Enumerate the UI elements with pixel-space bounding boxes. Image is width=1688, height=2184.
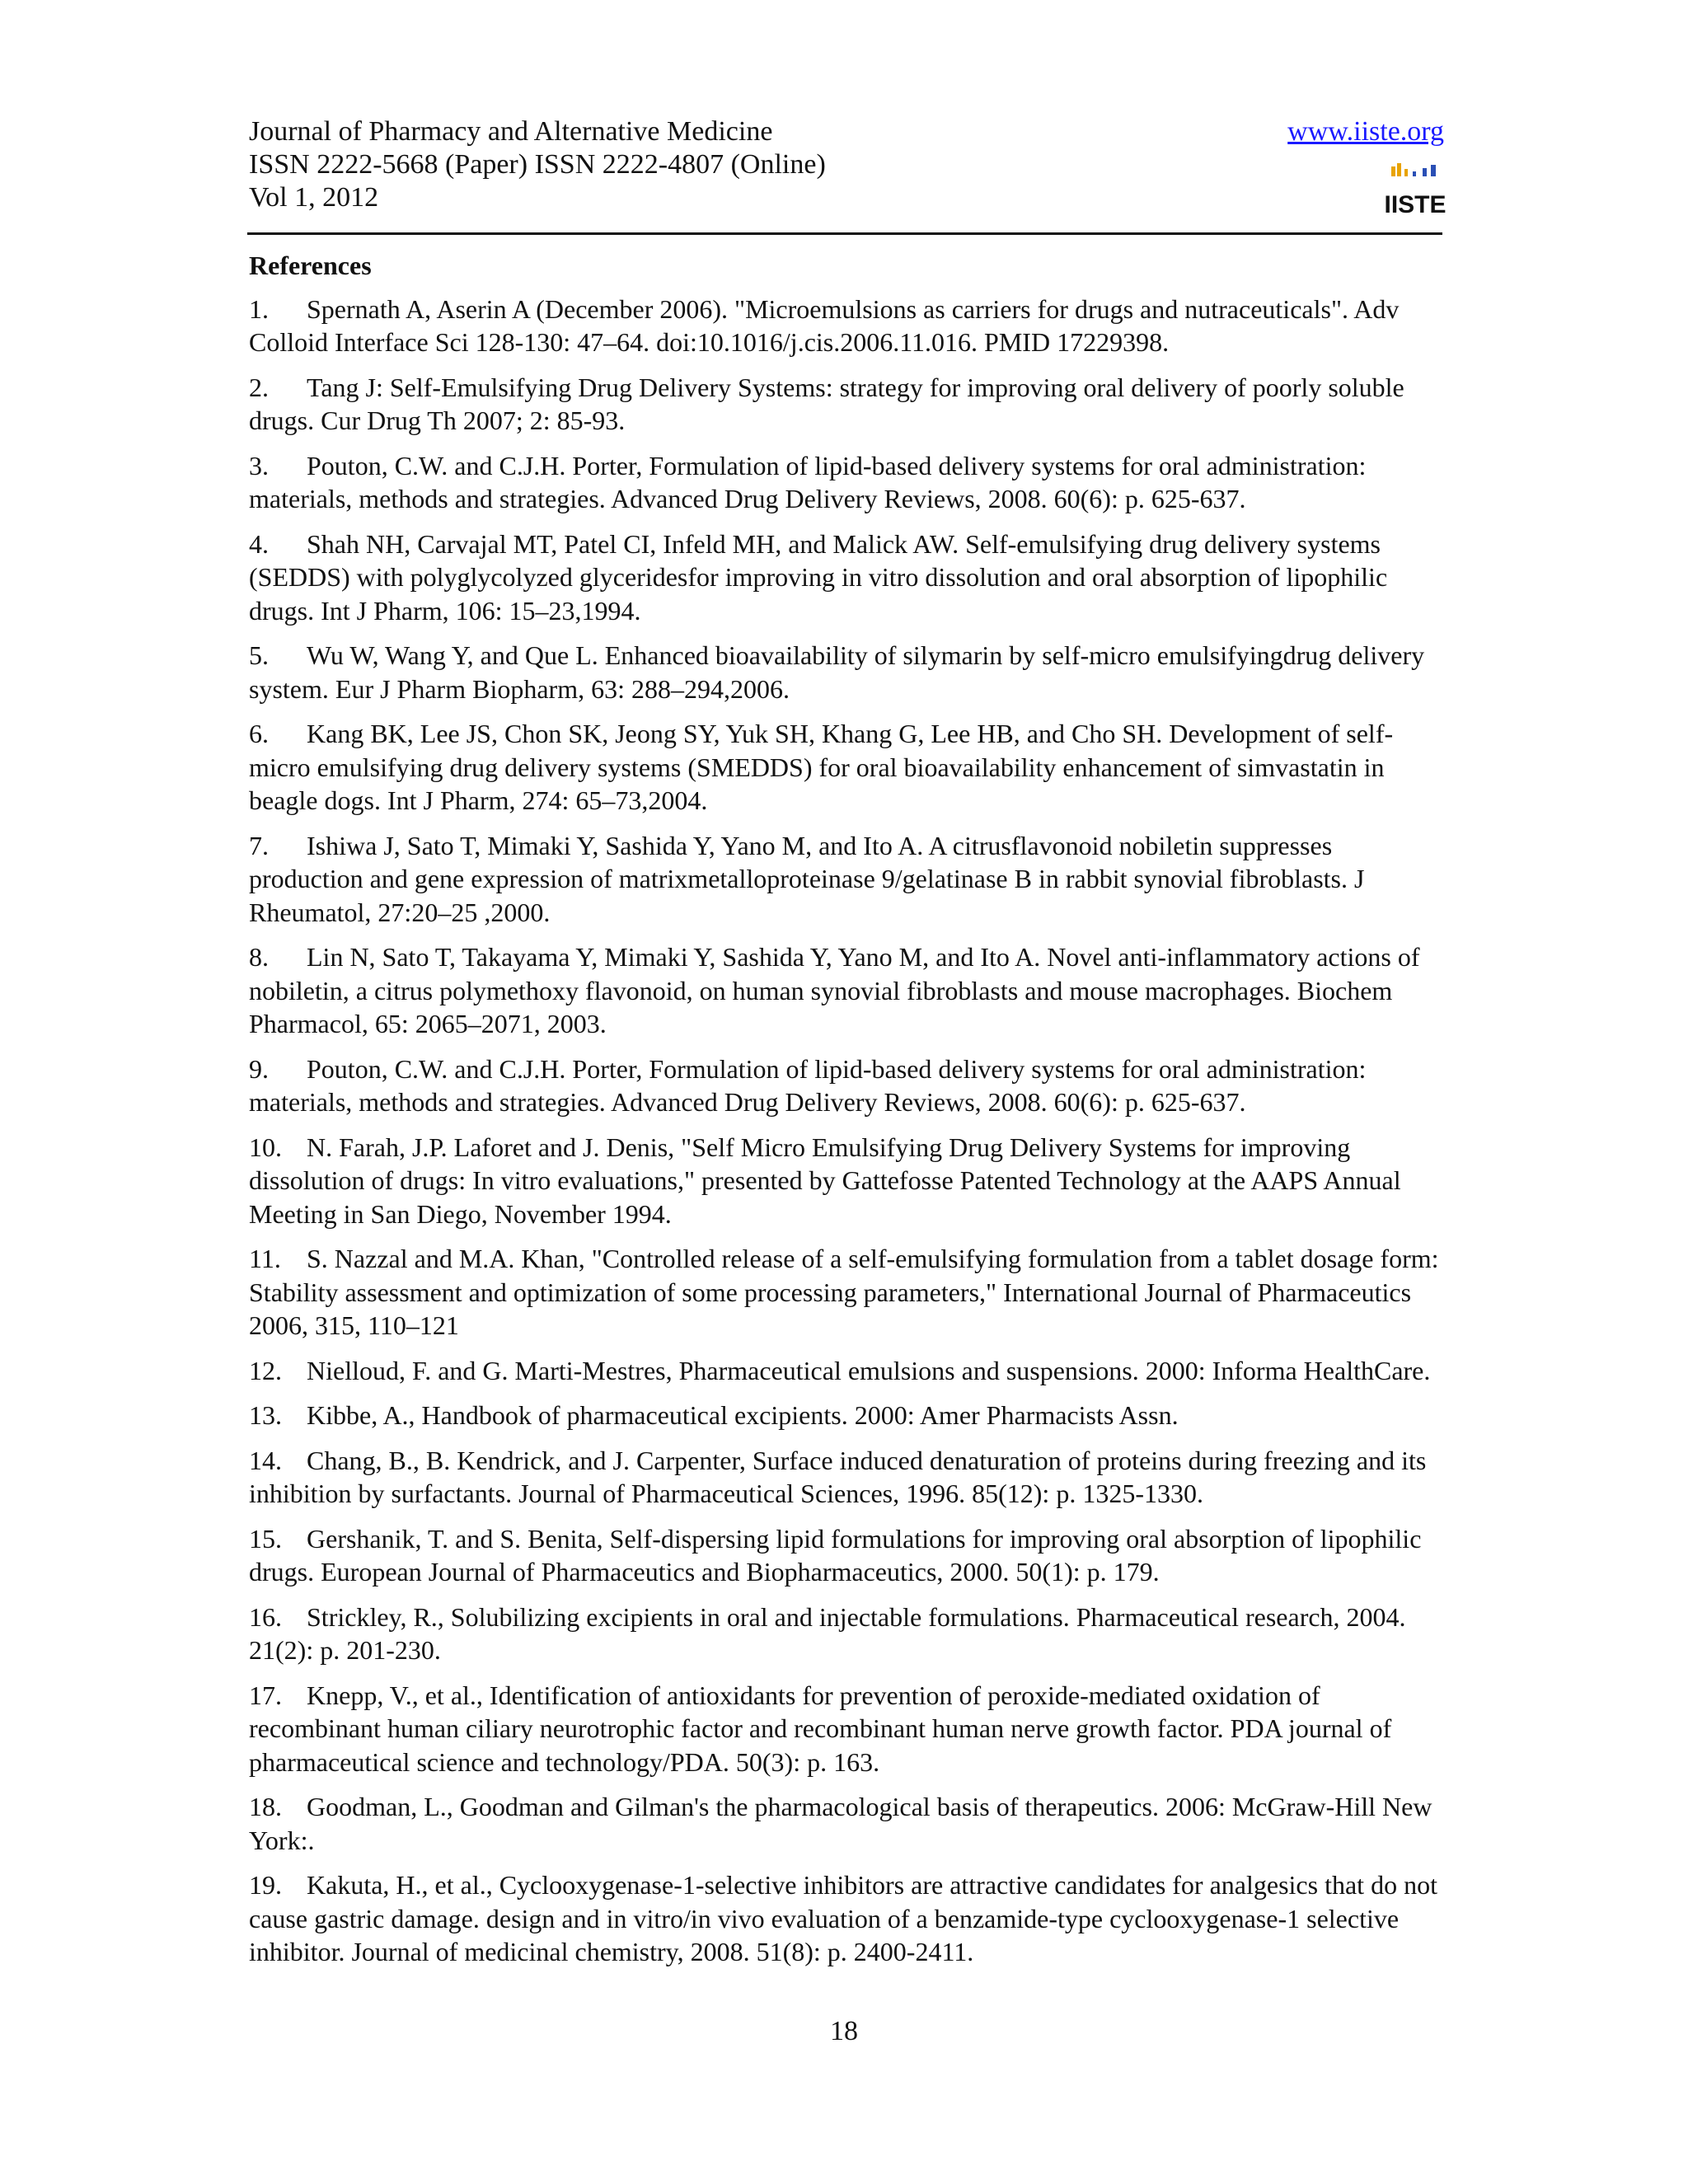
reference-item [249,449,1449,516]
reference-text: Wu W, Wang Y, and Que L. Enhanced bioavailability of silymarin by self-micro emulsifyingdrug delivery system. Eur J Pharm Biopharm, 63: 288–294,2006. [249,640,1425,704]
reference-number: 15. [249,1523,282,1554]
reference-item [249,1601,1449,1667]
reference-item [249,527,1449,628]
journal-issn: ISSN 2222-5668 (Paper) ISSN 2222-4807 (Online) [249,149,826,180]
reference-number: 2. [249,372,269,402]
reference-number: 19. [249,1870,282,1900]
reference-text: Kakuta, H., et al., Cyclooxygenase-1-selective inhibitors are attractive candidates for analgesics that do not cause gastric damage. design and in vitro/in vivo evaluation of a benzamide-type cyclooxygenase-1 selective inhibitor. Journal of medicinal chemistry, 2008. 51(8): p. 2400-2411. [249,1870,1437,1966]
reference-number: 8. [249,942,269,972]
reference-number: 18. [249,1792,282,1821]
journal-volume: Vol 1, 2012 [249,182,379,213]
page-number: 18 [830,2016,858,2046]
references-list [249,293,1449,1969]
reference-number: 5. [249,640,269,670]
reference-item [249,1354,1449,1388]
reference-item [249,1399,1449,1432]
reference-text: Goodman, L., Goodman and Gilman's the pharmacological basis of therapeutics. 2006: McGraw-Hill New York:. [249,1792,1432,1855]
reference-number: 6. [249,719,269,748]
journal-info [249,115,826,214]
reference-item [249,940,1449,1041]
reference-item [249,1868,1449,1969]
reference-item [249,1679,1449,1779]
reference-item [249,829,1449,930]
reference-text: Ishiwa J, Sato T, Mimaki Y, Sashida Y, Yano M, and Ito A. A citrusflavonoid nobiletin suppresses production and gene expression of matrixmetalloproteinase 9/gelatinase B in rabbit synovial fibroblasts. J Rheumatol, 27:20–25 ,2000. [249,830,1365,927]
reference-number: 7. [249,830,269,860]
journal-website-link[interactable]: www.iiste.org [1287,116,1444,147]
reference-text: Knepp, V., et al., Identification of antioxidants for prevention of peroxide-mediated oxidation of recombinant human ciliary neurotrophic factor and recombinant human nerve growth factor. PDA journal of pharmaceutical science and technology/PDA. 50(3): p. 163. [249,1680,1392,1777]
reference-number: 16. [249,1601,282,1632]
reference-text: Chang, B., B. Kendrick, and J. Carpenter, Surface induced denaturation of proteins during freezing and its inhibition by surfactants. Journal of Pharmaceutical Sciences, 1996. 85(12): p. 1325-1330. [249,1445,1427,1508]
reference-text: Kang BK, Lee JS, Chon SK, Jeong SY, Yuk SH, Khang G, Lee HB, and Cho SH. Development of self-micro emulsifying drug delivery systems (SMEDDS) for oral bioavailability enhancement of simvastatin in beagle dogs. Int J Pharm, 274: 65–73,2004. [249,719,1394,815]
reference-text: N. Farah, J.P. Laforet and J. Denis, "Self Micro Emulsifying Drug Delivery Systems for improving dissolution of drugs: In vitro evaluations," presented by Gattefosse Patented Technology at the AAPS Annual Meeting in San Diego, November 1994. [249,1132,1401,1229]
logo-wordmark: IISTE [1384,191,1447,218]
reference-text: S. Nazzal and M.A. Khan, "Controlled release of a self-emulsifying formulation from a tablet dosage form: Stability assessment and optimization of some processing parameters," International Journal of Pharmaceutics 2006, 315, 110–121 [249,1244,1439,1340]
reference-number: 13. [249,1400,282,1430]
reference-text: Pouton, C.W. and C.J.H. Porter, Formulation of lipid-based delivery systems for oral administration: materials, methods and strategies. Advanced Drug Delivery Reviews, 2008. 60(6): p. 625-637. [249,1053,1367,1117]
reference-text: Strickley, R., Solubilizing excipients in oral and injectable formulations. Pharmaceutical research, 2004. 21(2): p. 201-230. [249,1601,1406,1665]
reference-item [249,717,1449,818]
reference-text: Spernath A, Aserin A (December 2006). "Microemulsions as carriers for drugs and nutraceuticals". Adv Colloid Interface Sci 128-130: 47–64. doi:10.1016/j.cis.2006.11.016. PMID 17229398. [249,293,1400,357]
reference-number: 12. [249,1355,282,1385]
reference-number: 4. [249,528,269,559]
reference-item [249,1131,1449,1231]
reference-item [249,639,1449,705]
reference-text: Gershanik, T. and S. Benita, Self-dispersing lipid formulations for improving oral absorption of lipophilic drugs. European Journal of Pharmaceutics and Biopharmaceutics, 2000. 50(1): p. 179. [249,1523,1422,1586]
header-divider [247,232,1442,235]
page-header [249,115,1447,231]
reference-item [249,1790,1449,1857]
reference-text: Pouton, C.W. and C.J.H. Porter, Formulation of lipid-based delivery systems for oral administration: materials, methods and strategies. Advanced Drug Delivery Reviews, 2008. 60(6): p. 625-637. [249,450,1367,513]
reference-number: 3. [249,450,269,480]
reference-item [249,1242,1449,1343]
reference-item [249,293,1449,359]
reference-number: 11. [249,1244,281,1273]
reference-text: Shah NH, Carvajal MT, Patel CI, Infeld MH, and Malick AW. Self-emulsifying drug delivery systems (SEDDS) with polyglycolyzed glyceridesfor improving in vitro dissolution and oral absorption of lipophilic drugs. Int J Pharm, 106: 15–23,1994. [249,528,1388,626]
reference-text: Tang J: Self-Emulsifying Drug Delivery Systems: strategy for improving oral delivery of poorly soluble drugs. Cur Drug Th 2007; 2: 85-93. [249,372,1404,435]
reference-number: 1. [249,293,269,324]
reference-number: 14. [249,1445,282,1475]
journal-title: Journal of Pharmacy and Alternative Medicine [249,116,773,147]
reference-number: 9. [249,1053,269,1084]
reference-item [249,1522,1449,1589]
reference-item [249,1444,1449,1511]
references-heading: References [249,251,372,280]
reference-number: 17. [249,1680,282,1710]
reference-text: Lin N, Sato T, Takayama Y, Mimaki Y, Sashida Y, Yano M, and Ito A. Novel anti-inflammatory actions of nobiletin, a citrus polymethoxy flavonoid, on human synovial fibroblasts and mouse macrophages. Biochem Pharmacol, 65: 2065–2071, 2003. [249,942,1420,1038]
iiste-logo [1384,162,1447,219]
reference-item [249,371,1449,438]
reference-text: Kibbe, A., Handbook of pharmaceutical excipients. 2000: Amer Pharmacists Assn. [307,1400,1179,1430]
reference-number: 10. [249,1132,282,1162]
reference-text: Nielloud, F. and G. Marti-Mestres, Pharmaceutical emulsions and suspensions. 2000: Informa HealthCare. [307,1355,1431,1385]
reference-item [249,1052,1449,1119]
references-section [249,249,1449,1980]
